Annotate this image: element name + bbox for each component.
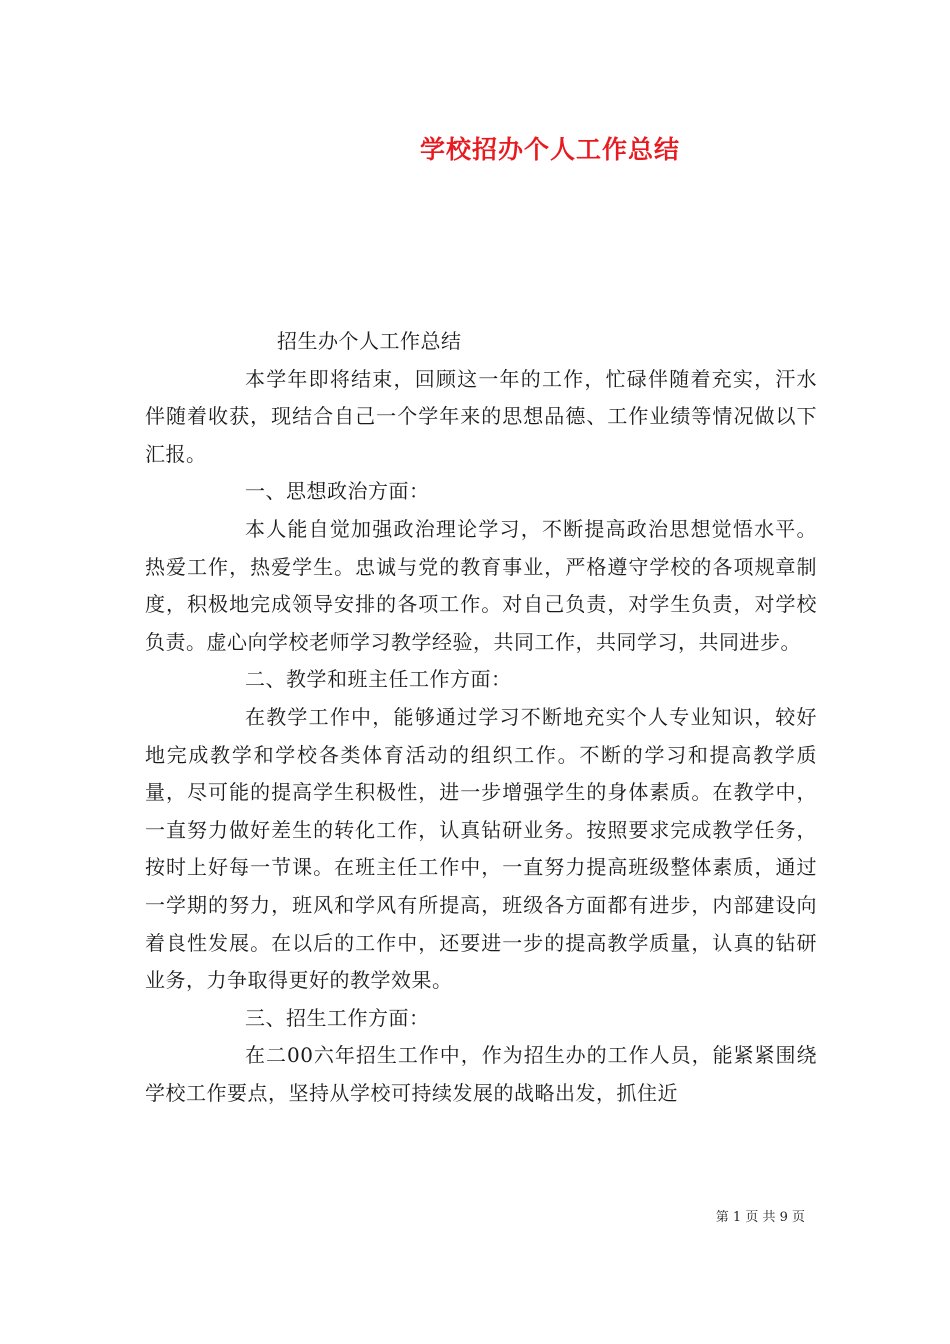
paragraph-intro: 本学年即将结束，回顾这一年的工作，忙碌伴随着充实，汗水伴随着收获，现结合自己一个学年来的思想品德、工作业绩等情况做以下汇报。 xyxy=(145,366,817,466)
section-heading-admissions: 三、招生工作方面： xyxy=(245,1005,430,1030)
paragraph-teaching: 在教学工作中，能够通过学习不断地充实个人专业知识，较好地完成教学和学校各类体育活动的组织工作。不断的学习和提高教学质量，尽可能的提高学生积极性，进一步增强学生的身体素质。在教学中，一直努力做好差生的转化工作，认真钻研业务。按照要求完成教学任务，按时上好每一节课。在班主任工作中，一直努力提高班级整体素质，通过一学期的努力，班风和学风有所提高，班级各方面都有进步，内部建设向着良性发展。在以后的工作中，还要进一步的提高教学质量，认真的钻研业务，力争取得更好的教学效果。 xyxy=(145,704,817,993)
document-subtitle: 招生办个人工作总结 xyxy=(277,329,462,353)
page-number-footer: 第 1 页 共 9 页 xyxy=(715,1210,805,1225)
document-title: 学校招办个人工作总结 xyxy=(419,135,680,164)
section-heading-teaching: 二、教学和班主任工作方面： xyxy=(245,667,512,692)
paragraph-politics: 本人能自觉加强政治理论学习，不断提高政治思想觉悟水平。热爱工作，热爱学生。忠诚与党的教育事业，严格遵守学校的各项规章制度，积极地完成领导安排的各项工作。对自己负责，对学生负责，对学校负责。虚心向学校老师学习教学经验，共同工作，共同学习，共同进步。 xyxy=(145,516,817,654)
document-body xyxy=(145,323,817,1112)
paragraph-admissions: 在二00六年招生工作中，作为招生办的工作人员，能紧紧围绕学校工作要点，坚持从学校可持续发展的战略出发，抓住近 xyxy=(145,1043,817,1105)
section-heading-politics: 一、思想政治方面： xyxy=(245,479,430,504)
